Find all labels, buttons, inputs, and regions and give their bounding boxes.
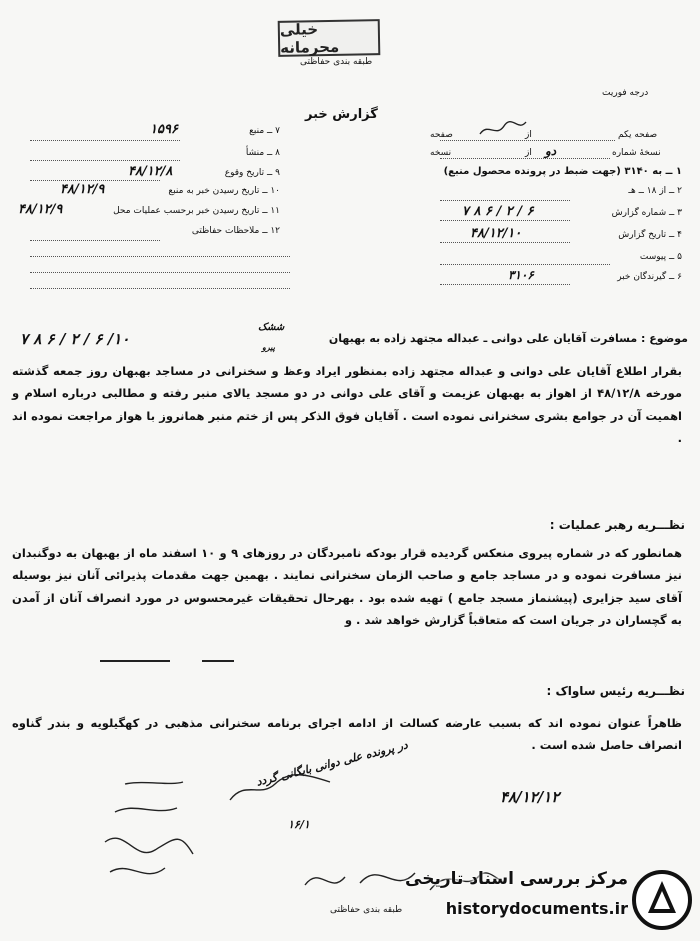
page-handwriting bbox=[478, 118, 528, 140]
recipients-value: ۳۱۰۶ bbox=[508, 268, 534, 282]
paragraph-report: بقرار اطلاع آقایان علی دوانی و عبداله مجتهد زاده بمنظور ایراد وعظ و سخنرانی در مساجد بهبهان روز جمعه گذشته مورخه ۴۸/۱۲/۸ از اهواز به بهبهان عزیمت و آقای علی دوانی در دو مسجد یالای منبر رفته و مطالبی درباره اسلام و اهمیت آن در جوامع بشری سخنرانی نموده است . آقایان فوق الذکر پس از ختم منبر همانروز با هواز مراجعت نموده اند . bbox=[12, 364, 683, 446]
archive-logo-url: historydocuments.ir bbox=[445, 899, 628, 918]
filing-note-date: ۱۶/۱ bbox=[288, 818, 310, 831]
source-label: ۷ ــ منبع bbox=[249, 126, 280, 136]
archive-emblem-icon bbox=[630, 869, 694, 931]
classification-top-label: طبقه بندی حفاظتی bbox=[300, 57, 373, 67]
page-label: صفحه یکم bbox=[618, 130, 658, 140]
copy-value: دو bbox=[545, 144, 557, 158]
report-number: ۷ ۸ ۶ / ۲ / ۶ bbox=[462, 204, 534, 219]
dash-mark-2 bbox=[202, 660, 234, 662]
page-from: از bbox=[525, 130, 532, 140]
archive-logo-text: مرکز بررسی اسناد تاریخی bbox=[405, 869, 628, 889]
date-ops-label: ۱۱ ــ تاریخ رسیدن خبر برحسب عملیات محل bbox=[113, 206, 280, 216]
occurrence-date-value: ۴۸/۱۲/۸ bbox=[128, 164, 173, 179]
copy-from: از bbox=[525, 148, 532, 158]
leader-opinion-heading: نظـــریه رهبر عملیات : bbox=[549, 518, 685, 532]
date-to-source-label: ۱۰ ــ تاریخ رسیدن خبر به منبع bbox=[168, 186, 280, 196]
copy-of-label: نسخه bbox=[430, 148, 452, 158]
signature-date: ۴۸/۱۲/۱۲ bbox=[500, 788, 560, 806]
line-6 bbox=[440, 284, 570, 285]
item-6: ۶ ــ گیرندگان خبر bbox=[617, 272, 682, 282]
filing-note: در پرونده علی دوانی بایگانی گردد bbox=[255, 738, 410, 789]
classification-bottom-label: طبقه بندی حفاظتی bbox=[330, 905, 403, 915]
page-of-label: صفحه bbox=[430, 130, 453, 140]
subject-reference: ۷ ۸ ۶ / ۲ / ۶ /۱۰ bbox=[20, 330, 130, 348]
item-1: ۱ ــ به ۳۱۴۰ (جهت ضبط در پرونده محصول منبع) bbox=[443, 166, 682, 177]
item-2: ۲ ــ از ۱۸ ــ هـ bbox=[628, 186, 682, 196]
copy-line bbox=[440, 158, 610, 159]
left-line-6 bbox=[30, 272, 290, 273]
signature-left bbox=[85, 772, 205, 892]
copy-label: نسخهٔ شماره bbox=[612, 148, 661, 158]
item-5: ۵ ــ پیوست bbox=[639, 252, 682, 262]
archive-logo bbox=[405, 865, 694, 935]
item-3: ۳ ــ شماره گزارش bbox=[611, 208, 682, 218]
page-title: گزارش خبر bbox=[305, 107, 378, 122]
line-3 bbox=[440, 220, 570, 221]
left-line-1 bbox=[30, 140, 180, 141]
date-ops-value: ۴۸/۱۲/۹ bbox=[18, 202, 63, 217]
item-4: ۴ ــ تاریخ گزارش bbox=[618, 230, 682, 240]
left-line-3 bbox=[30, 180, 160, 181]
subject-line: موضوع : مسافرت آقایان علی دوانی ـ عبداله مجتهد زاده به بهبهان bbox=[328, 332, 688, 345]
signature-middle bbox=[225, 770, 335, 810]
left-line-5 bbox=[30, 256, 290, 257]
page-line bbox=[440, 140, 615, 141]
subject-annotation-2: پیرو bbox=[262, 342, 275, 352]
priority-label: درجه فوریت bbox=[602, 88, 649, 98]
subject-annotation: ششک bbox=[258, 322, 285, 333]
left-line-2 bbox=[30, 160, 180, 161]
occurrence-date-label: ۹ ــ تاریخ وقوع bbox=[224, 168, 280, 178]
security-notes-label: ۱۲ ــ ملاحظات حفاظتی bbox=[191, 226, 280, 236]
source-value: ۱۵۹۶ bbox=[150, 122, 178, 137]
origin-label: ۸ ــ منشأ bbox=[245, 148, 280, 158]
savak-opinion-heading: نظـــریه رئیس ساواک : bbox=[546, 684, 685, 698]
line-2 bbox=[440, 200, 570, 201]
line-5 bbox=[440, 264, 610, 265]
date-to-source-value: ۴۸/۱۲/۹ bbox=[60, 182, 105, 197]
report-date: ۴۸/۱۲/۱۰ bbox=[470, 226, 522, 241]
left-line-7 bbox=[30, 288, 290, 289]
dash-mark-1 bbox=[100, 660, 170, 662]
classification-stamp: خیلی محرمانه bbox=[278, 19, 381, 57]
paragraph-savak: ظاهراً عنوان نموده اند که بسبب عارضه کسالت از ادامه اجرای برنامه سخنرانی مذهبی در کهگیلویه و بندر گناوه انصراف حاصل شده است . bbox=[12, 716, 682, 753]
line-4 bbox=[440, 242, 570, 243]
left-line-4 bbox=[30, 240, 160, 241]
paragraph-leader: همانطور که در شماره پیروی منعکس گردیده قرار بودکه نامبردگان در روزهای ۹ و ۱۰ اسفند ماه از بهبهان به دوگنبدان نیز مسافرت نموده و در مساجد جامع و صاحب الزمان سخنرانی نمایند . بهمین جهت مقدمات پذیرائی آنان نیز بوسیله آقای سید جزایری (پیشنماز مسجد جامع ) تهیه شده بود . بهرحال تحقیقات غیرمحسوس در مورد انصراف آنان از آمدن به گچساران در جریان است که متعاقباً گزارش خواهد شد . و bbox=[12, 546, 682, 628]
